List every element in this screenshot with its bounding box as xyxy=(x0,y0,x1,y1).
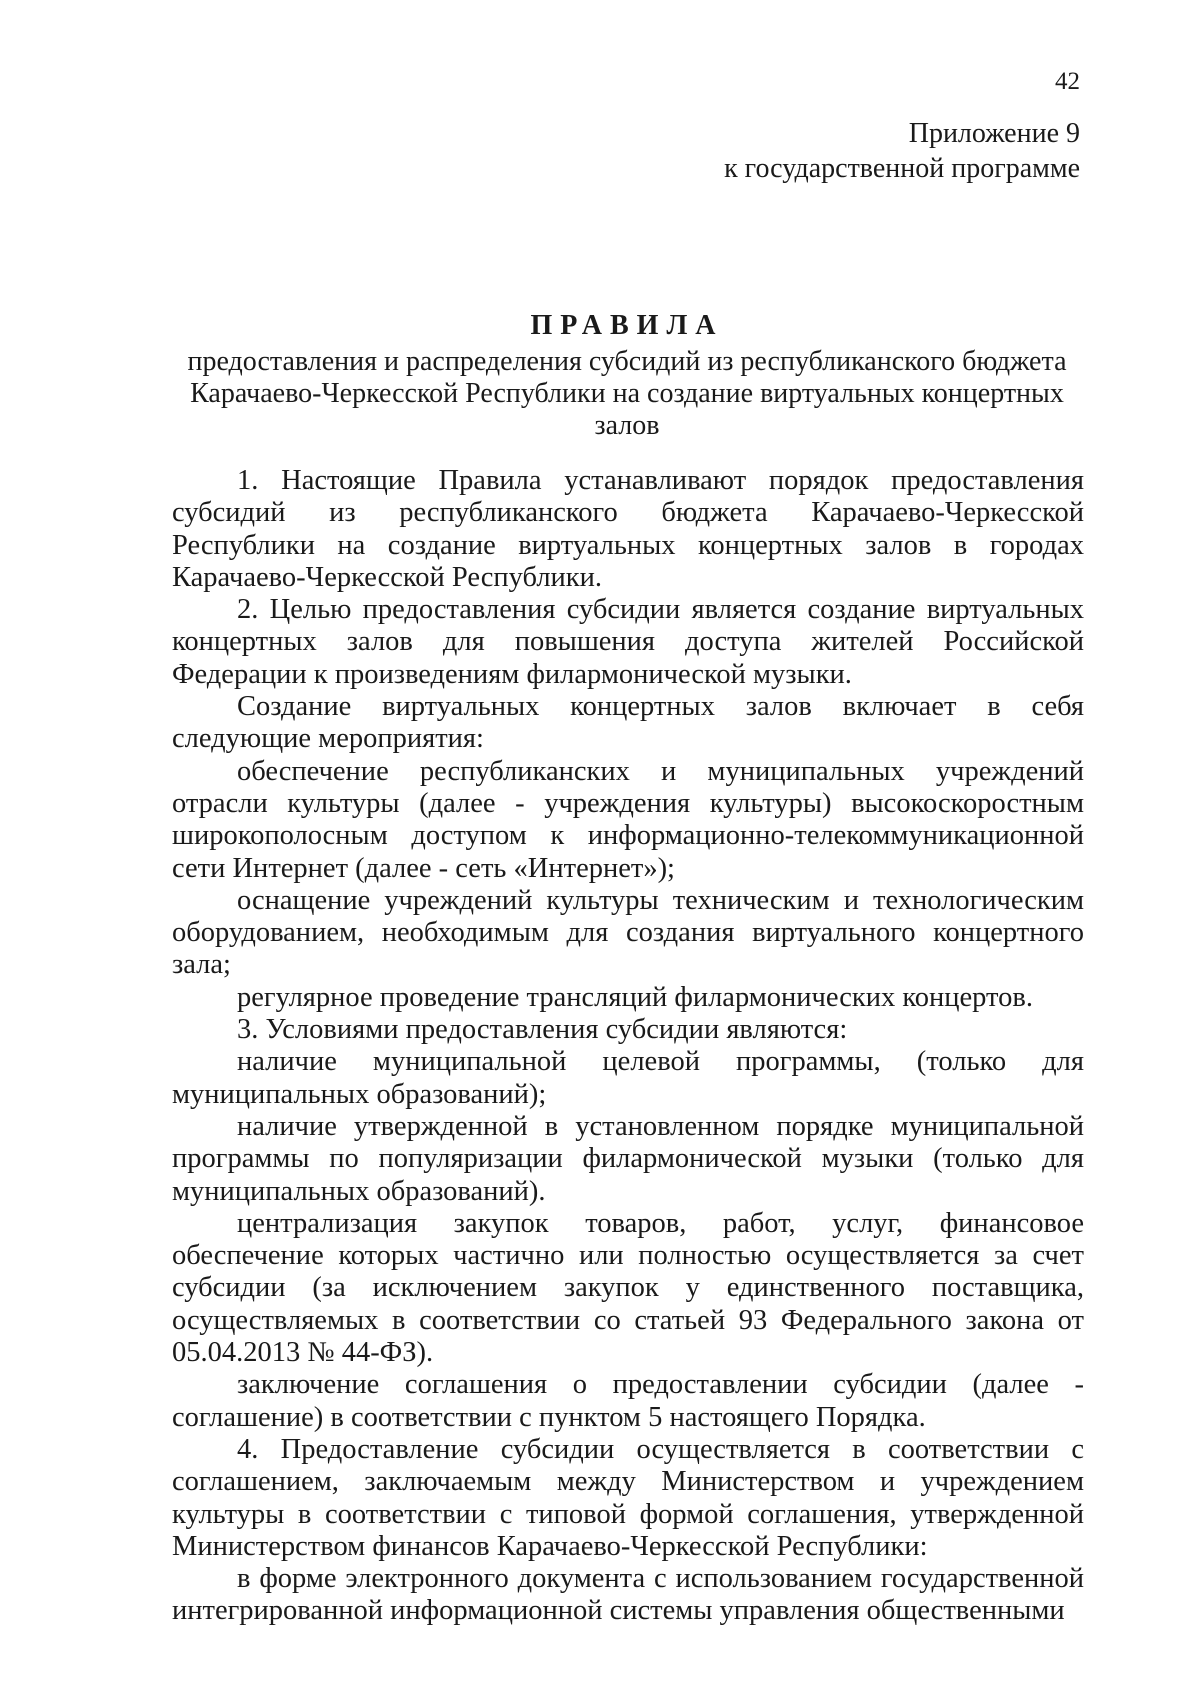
paragraph: регулярное проведение трансляций филармонических концертов. xyxy=(237,981,1033,1013)
title-block xyxy=(172,308,1082,442)
paragraph: Создание виртуальных концертных залов включает в себя следующие мероприятия: xyxy=(172,691,1084,755)
document-subtitle: предоставления и распределения субсидий из республиканского бюджета Карачаево-Черкесской Республики на создание виртуальных концертных залов xyxy=(187,346,1067,441)
appendix-line-1: Приложение 9 xyxy=(908,118,1080,149)
paragraph: обеспечение республиканских и муниципальных учреждений отрасли культуры (далее - учреждения культуры) высокоскоростным широкополосным доступом к информационно-телекоммуникационной сети Интернет (далее - сеть «Интернет»); xyxy=(172,755,1084,884)
appendix-line-2: к государственной программе xyxy=(724,153,1080,184)
appendix-header xyxy=(724,116,1080,186)
paragraph: наличие утвержденной в установленном порядке муниципальной программы по популяризации филармонической музыки (только для муниципальных образований). xyxy=(172,1110,1084,1207)
paragraph: 1. Настоящие Правила устанавливают порядок предоставления субсидий из республиканского бюджета Карачаево-Черкесской Республики на создание виртуальных концертных залов в городах Карачаево-Черкесской Республики. xyxy=(172,465,1084,593)
document-body xyxy=(172,465,1084,1628)
paragraph: в форме электронного документа с использованием государственной интегрированной информационной системы управления общественными xyxy=(172,1563,1084,1627)
paragraph: заключение соглашения о предоставлении субсидии (далее - соглашение) в соответствии с пунктом 5 настоящего Порядка. xyxy=(172,1369,1084,1433)
paragraph: 4. Предоставление субсидии осуществляется в соответствии с соглашением, заключаемым между Министерством и учреждением культуры в соответствии с типовой формой соглашения, утвержденной Министерством финансов Карачаево-Черкесской Республики: xyxy=(172,1433,1084,1562)
document-title: ПРАВИЛА xyxy=(530,310,724,341)
paragraph: 3. Условиями предоставления субсидии являются: xyxy=(237,1014,848,1046)
paragraph: наличие муниципальной целевой программы, (только для муниципальных образований); xyxy=(172,1046,1084,1110)
paragraph: централизация закупок товаров, работ, услуг, финансовое обеспечение которых частично или полностью осуществляется за счет субсидии (за исключением закупок у единственного поставщика, осуществляемых в соответствии со статьей 93 Федерального закона от 05.04.2013 № 44-ФЗ). xyxy=(172,1207,1084,1369)
page-number: 42 xyxy=(1055,68,1080,95)
paragraph: 2. Целью предоставления субсидии является создание виртуальных концертных залов для повышения доступа жителей Российской Федерации к произведениям филармонической музыки. xyxy=(172,594,1084,690)
paragraph: оснащение учреждений культуры техническим и технологическим оборудованием, необходимым для создания виртуального концертного зала; xyxy=(172,884,1084,981)
